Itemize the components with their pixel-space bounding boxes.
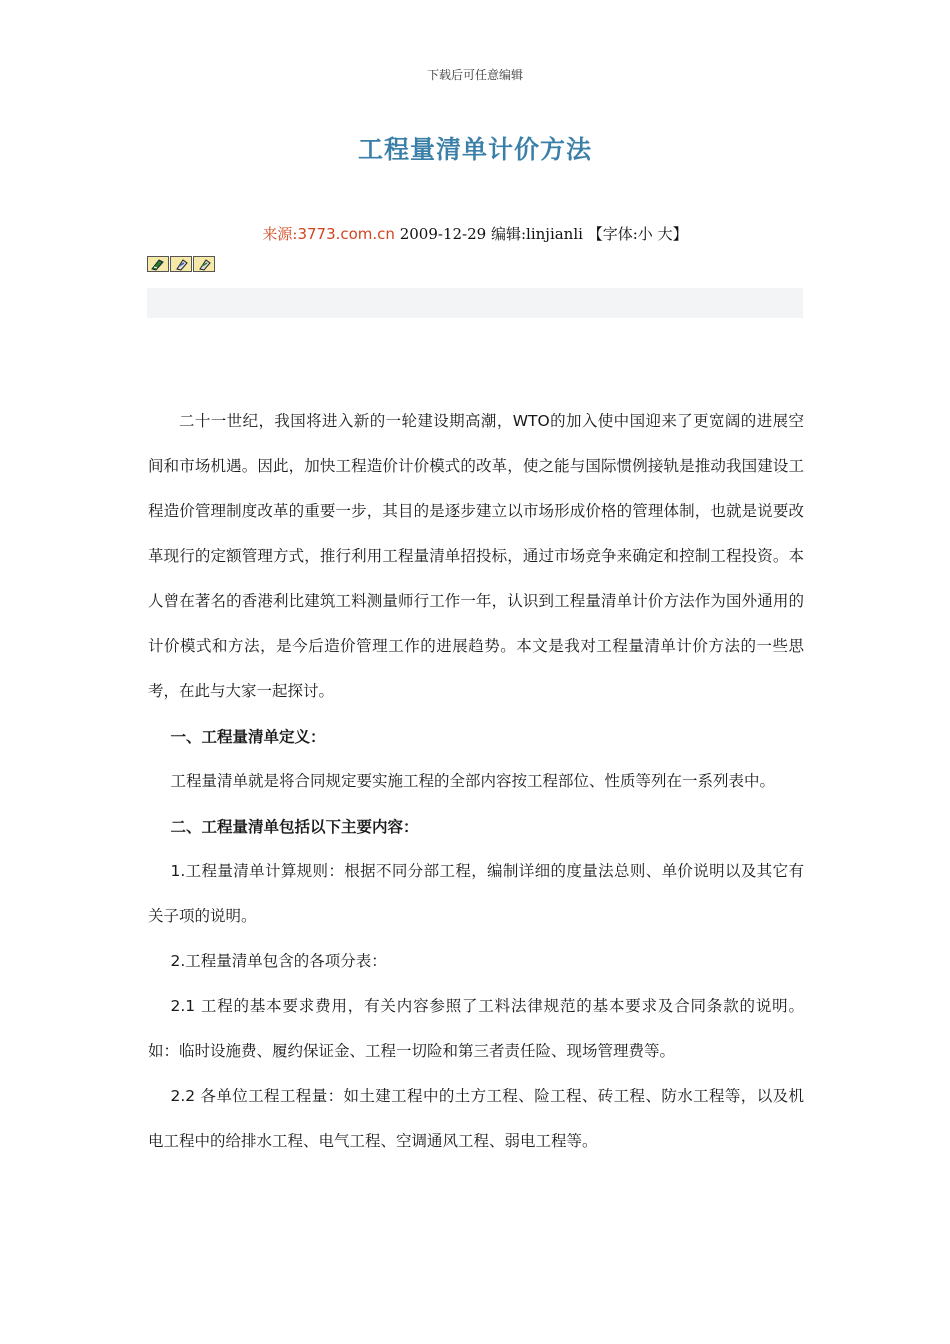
definition-paragraph: 工程量清单就是将合同规定要实施工程的全部内容按工程部位、性质等列在一系列表中。: [170, 772, 775, 790]
page-title: 工程量清单计价方法: [357, 135, 592, 164]
copy-icon[interactable]: [170, 256, 192, 272]
list-item-2: 2.工程量清单包含的各项分表：: [170, 952, 387, 970]
article-toolbar: [147, 256, 215, 274]
list-item-2-2: 2.2 各单位工程工程量：如土建工程中的土方工程、险工程、砖工程、防水工程等，以及机电工程中的给排水工程、电气工程、空调通风工程、弱电工程等。: [148, 1087, 804, 1150]
source-label: 来源:: [262, 225, 298, 243]
article-meta: [0, 223, 950, 244]
section-heading-1: 一、工程量清单定义：: [170, 727, 326, 746]
font-small-link[interactable]: 小: [637, 225, 653, 243]
list-item-2-1: 2.1 工程的基本要求费用，有关内容参照了工料法律规范的基本要求及合同条款的说明。如：临时设施费、履约保证金、工程一切险和第三者责任险、现场管理费等。: [148, 997, 804, 1060]
ad-placeholder-bar: [147, 288, 803, 318]
print-icon[interactable]: [147, 256, 169, 272]
font-size-prefix: 【字体:: [587, 225, 638, 243]
font-large-link[interactable]: 大: [657, 225, 673, 243]
save-icon[interactable]: [193, 256, 215, 272]
section-heading-2: 二、工程量清单包括以下主要内容：: [170, 817, 419, 836]
publish-date: 2009-12-29: [399, 225, 487, 243]
source-link[interactable]: 3773.com.cn: [297, 225, 395, 243]
font-size-suffix: 】: [672, 225, 688, 243]
header-note: 下载后可任意编辑: [426, 68, 523, 82]
list-item-1: 1.工程量清单计算规则：根据不同分部工程，编制详细的度量法总则、单价说明以及其它有关子项的说明。: [148, 862, 804, 925]
article-body: [148, 399, 804, 1164]
intro-paragraph: 二十一世纪，我国将进入新的一轮建设期高潮，WTO的加入使中国迎来了更宽阔的进展空间和市场机遇。因此，加快工程造价计价模式的改革，使之能与国际惯例接轨是推动我国建设工程造价管理制度改革的重要一步，其目的是逐步建立以市场形成价格的管理体制，也就是说要改革现行的定额管理方式，推行利用工程量清单招投标，通过市场竞争来确定和控制工程投资。本人曾在著名的香港利比建筑工料测量师行工作一年，认识到工程量清单计价方法作为国外通用的计价模式和方法，是今后造价管理工作的进展趋势。本文是我对工程量清单计价方法的一些思考，在此与大家一起探讨。: [148, 412, 804, 700]
editor-label: 编辑:linjianli: [490, 225, 583, 243]
